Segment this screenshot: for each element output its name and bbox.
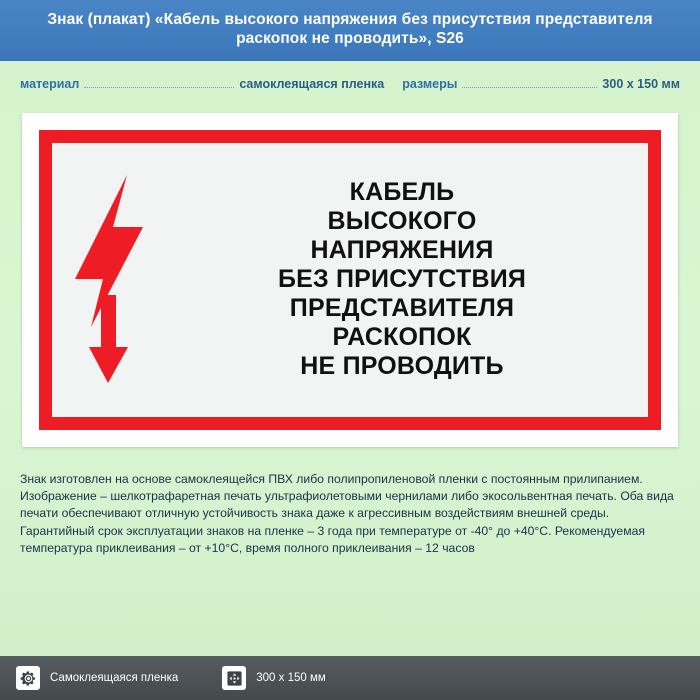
high-voltage-bolt-icon bbox=[62, 175, 172, 385]
sign-image bbox=[22, 113, 678, 447]
footer-size-label: 300 x 150 мм bbox=[256, 672, 326, 684]
dot-leader bbox=[462, 86, 597, 88]
sign-line: НАПРЯЖЕНИЯ bbox=[310, 236, 494, 265]
sign-line: ПРЕДСТАВИТЕЛЯ bbox=[289, 294, 515, 323]
spec-material-label: материал bbox=[20, 76, 80, 91]
spec-size bbox=[402, 77, 680, 91]
sign-line: ВЫСОКОГО bbox=[327, 207, 477, 236]
sign-line: НЕ ПРОВОДИТЬ bbox=[300, 352, 504, 381]
spec-material-value: самоклеящаяся пленка bbox=[239, 76, 385, 91]
sign-line: РАСКОПОК bbox=[332, 323, 472, 352]
gear-icon bbox=[16, 666, 40, 690]
sign-plate bbox=[39, 130, 661, 430]
footer-size bbox=[222, 666, 326, 690]
footer-bar bbox=[0, 656, 700, 700]
sign-line: КАБЕЛЬ bbox=[349, 178, 455, 207]
footer-material bbox=[16, 666, 178, 690]
sign-line: БЕЗ ПРИСУТСТВИЯ bbox=[277, 265, 527, 294]
resize-icon bbox=[222, 666, 246, 690]
spec-size-label: размеры bbox=[402, 76, 458, 91]
page-title: Знак (плакат) «Кабель высокого напряжения без присутствия представителя раскопок не проводить», S26 bbox=[0, 0, 700, 61]
spec-line bbox=[0, 61, 700, 91]
product-description: Знак изготовлен на основе самоклеящейся ПВХ либо полипропиленовой пленки с постоянным прилипанием. Изображение – шелкотрафаретная печать ультрафиолетовыми чернилами либо экосольвентная печать. Оба вида печати обеспечивают отличную устойчивость знака даже к агрессивным воздействиям внешней среды. Гарантийный срок эксплуатации знаков на пленке – 3 года при температуре от -40° до +40°С. Рекомендуемая температура приклеивания – от +10°С, время полного приклеивания – 12 часов bbox=[20, 471, 674, 556]
footer-material-label: Самоклеящаяся пленка bbox=[50, 672, 179, 684]
dot-leader bbox=[84, 86, 234, 88]
spec-size-value: 300 x 150 мм bbox=[602, 76, 680, 91]
sign-text bbox=[172, 178, 648, 381]
spec-material bbox=[20, 77, 384, 91]
